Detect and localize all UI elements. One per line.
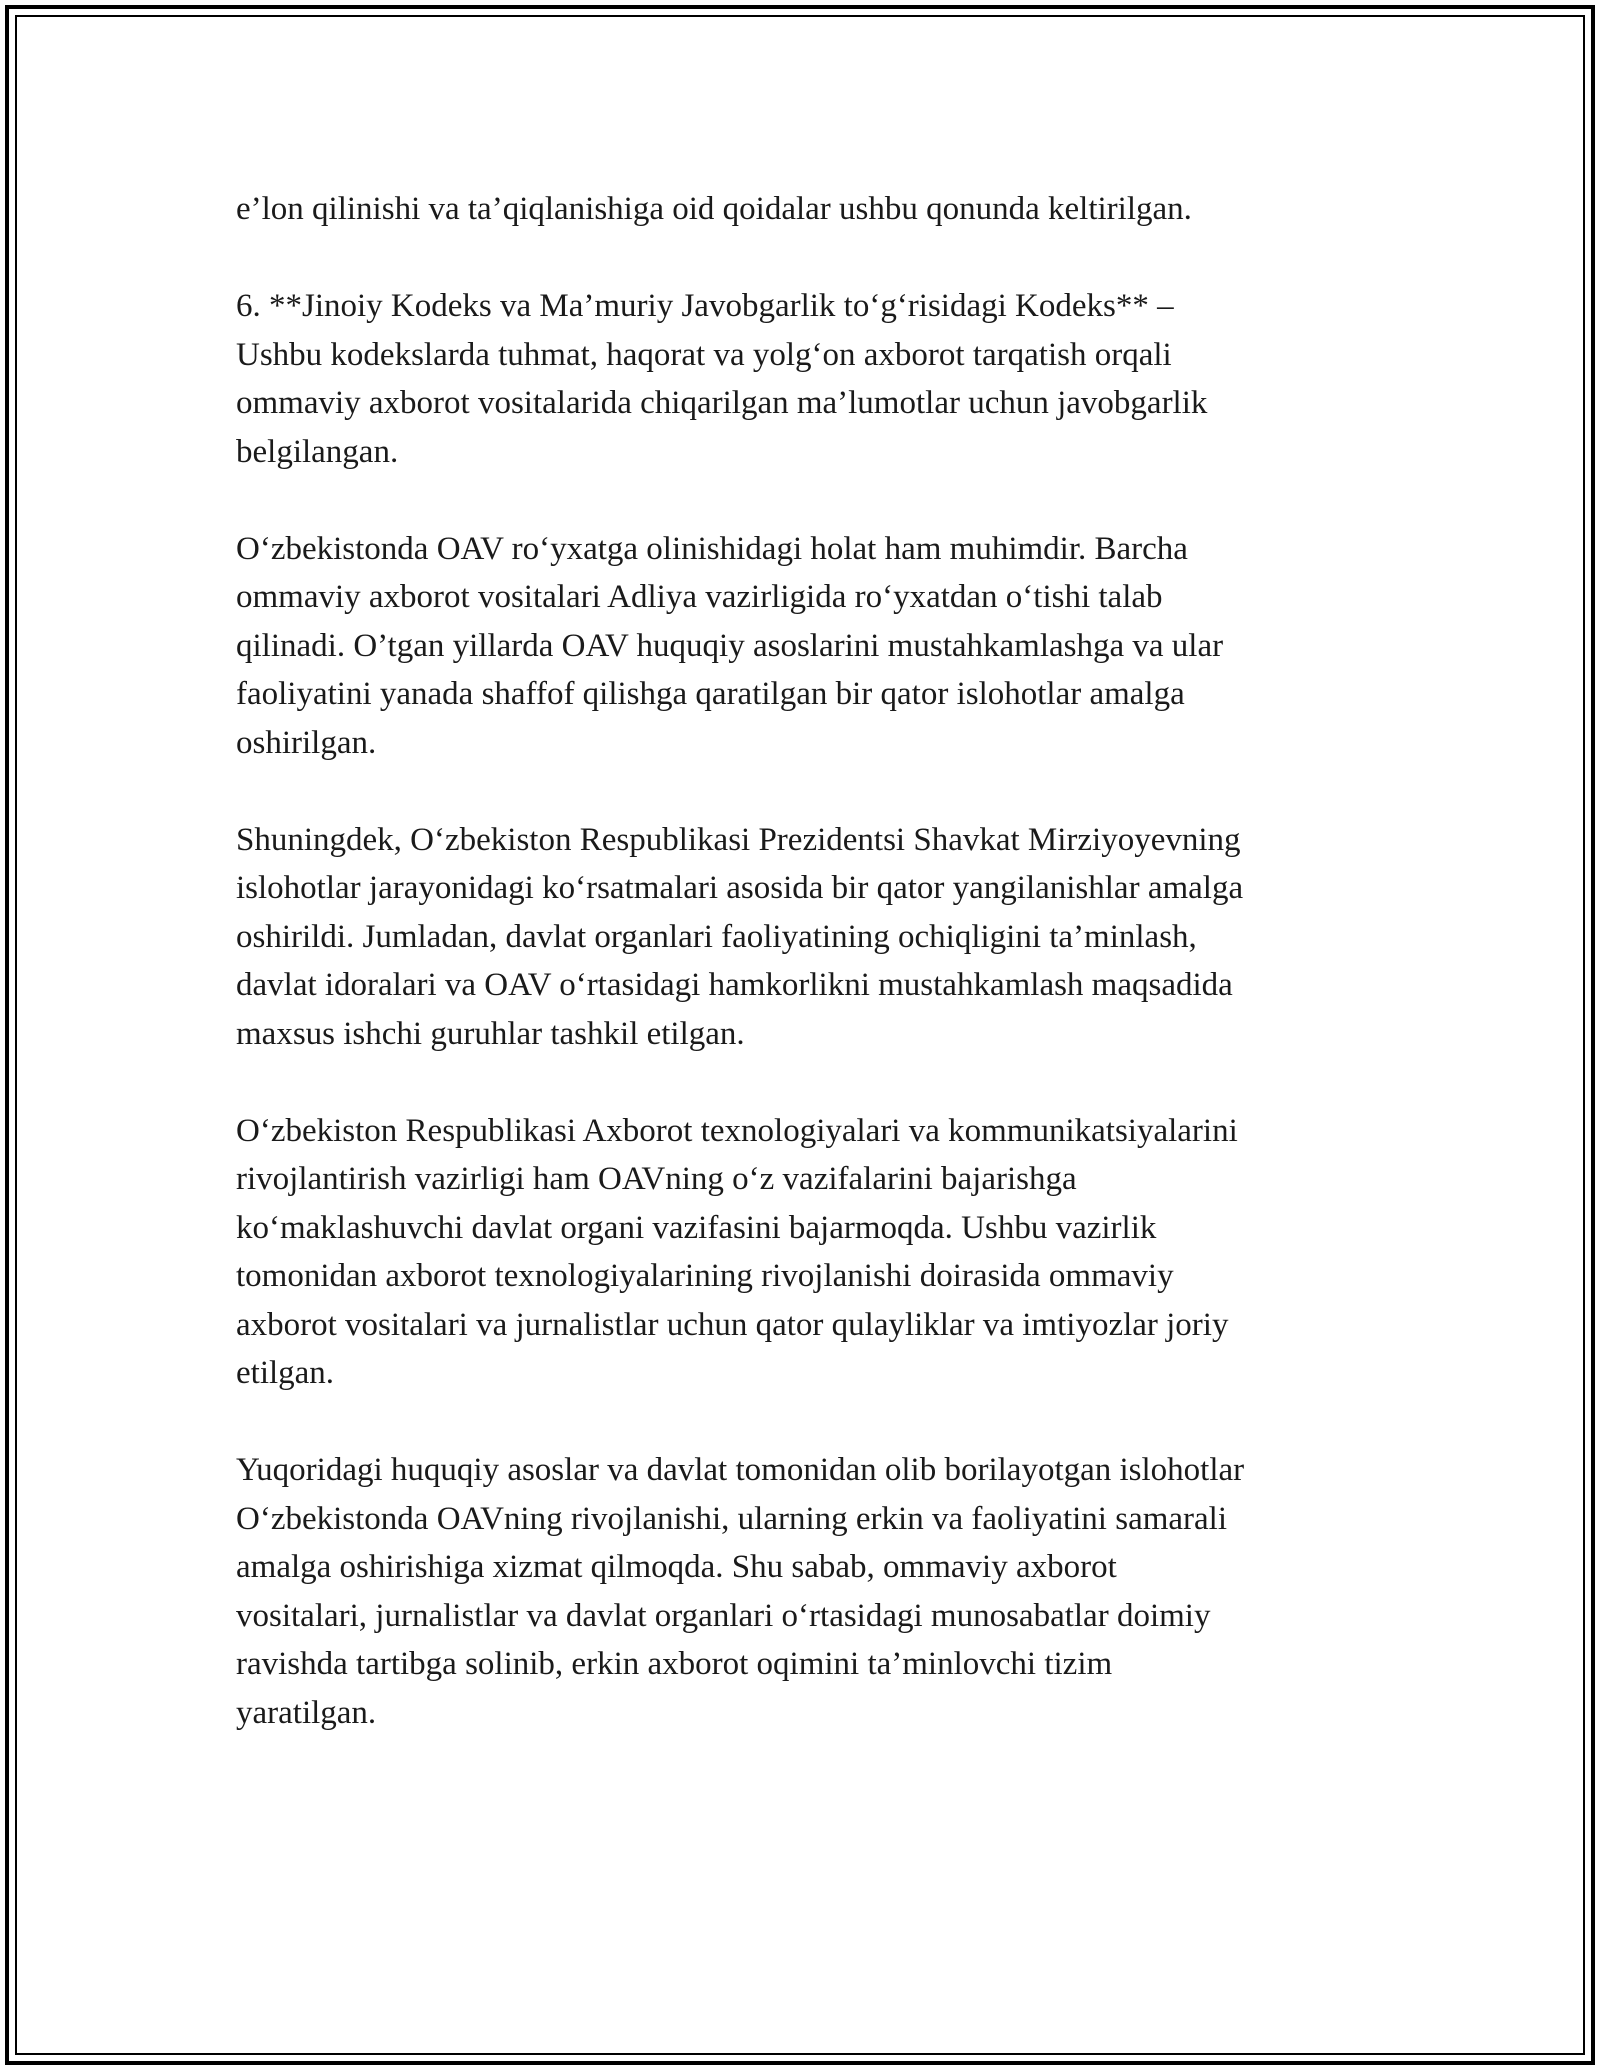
paragraph-3 bbox=[236, 525, 1376, 768]
text-line: amalga oshirishiga xizmat qilmoqda. Shu sabab, ommaviy axborot bbox=[236, 1549, 1117, 1585]
text-line: ommaviy axborot vositalari Adliya vazirligida ro‘yxatdan o‘tishi talab bbox=[236, 579, 1163, 615]
text-line: oshirilgan. bbox=[236, 724, 377, 761]
paragraph-6 bbox=[236, 1446, 1376, 1737]
text-line: belgilangan. bbox=[236, 433, 399, 470]
text-line: qilinadi. O’tgan yillarda OAV huquqiy asoslarini mustahkamlashga va ular bbox=[236, 627, 1224, 664]
text-line: rivojlantirish vazirligi ham OAVning o‘z vazifalarini bajarishga bbox=[236, 1161, 1077, 1197]
text-line: 6. **Jinoiy Kodeks va Ma’muriy Javobgarlik to‘g‘risidagi Kodeks** – bbox=[236, 288, 1174, 324]
document-body bbox=[236, 185, 1376, 1786]
text-line: oshirildi. Jumladan, davlat organlari faoliyatining ochiqligini ta’minlash, bbox=[236, 918, 1197, 955]
paragraph-4 bbox=[236, 816, 1376, 1059]
text-line: axborot vositalari va jurnalistlar uchun qator qulayliklar va imtiyozlar joriy bbox=[236, 1306, 1229, 1343]
text-line: Yuqoridagi huquqiy asoslar va davlat tomonidan olib borilayotgan islohotlar bbox=[236, 1452, 1245, 1488]
text-line: ravishda tartibga solinib, erkin axborot oqimini ta’minlovchi tizim bbox=[236, 1646, 1113, 1682]
text-line: maxsus ishchi guruhlar tashkil etilgan. bbox=[236, 1015, 745, 1052]
text-line: Ushbu kodekslarda tuhmat, haqorat va yolg‘on axborot tarqatish orqali bbox=[236, 336, 1172, 373]
paragraph-1 bbox=[236, 185, 1376, 234]
text-line: O‘zbekistonda OAVning rivojlanishi, ularning erkin va faoliyatini samarali bbox=[236, 1500, 1227, 1537]
text-line: islohotlar jarayonidagi ko‘rsatmalari asosida bir qator yangilanishlar amalga bbox=[236, 870, 1244, 906]
text-line: etilgan. bbox=[236, 1355, 335, 1391]
text-line: O‘zbekiston Respublikasi Axborot texnologiyalari va kommunikatsiyalarini bbox=[236, 1112, 1238, 1149]
paragraph-5 bbox=[236, 1107, 1376, 1398]
text-line: ko‘maklashuvchi davlat organi vazifasini bajarmoqda. Ushbu vazirlik bbox=[236, 1209, 1157, 1246]
text-line: davlat idoralari va OAV o‘rtasidagi hamkorlikni mustahkamlash maqsadida bbox=[236, 967, 1233, 1003]
text-line: yaratilgan. bbox=[236, 1694, 377, 1731]
text-line: O‘zbekistonda OAV ro‘yxatga olinishidagi holat ham muhimdir. Barcha bbox=[236, 530, 1188, 567]
text-line: tomonidan axborot texnologiyalarining rivojlanishi doirasida ommaviy bbox=[236, 1258, 1174, 1294]
text-line: Shuningdek, O‘zbekiston Respublikasi Prezidentsi Shavkat Mirziyoyevning bbox=[236, 821, 1241, 858]
text-line: e’lon qilinishi va ta’qiqlanishiga oid qoidalar ushbu qonunda keltirilgan. bbox=[236, 191, 1192, 227]
paragraph-2 bbox=[236, 282, 1376, 476]
text-line: vositalari, jurnalistlar va davlat organlari o‘rtasidagi munosabatlar doimiy bbox=[236, 1597, 1211, 1634]
text-line: ommaviy axborot vositalarida chiqarilgan ma’lumotlar uchun javobgarlik bbox=[236, 385, 1208, 421]
text-line: faoliyatini yanada shaffof qilishga qaratilgan bir qator islohotlar amalga bbox=[236, 676, 1185, 712]
